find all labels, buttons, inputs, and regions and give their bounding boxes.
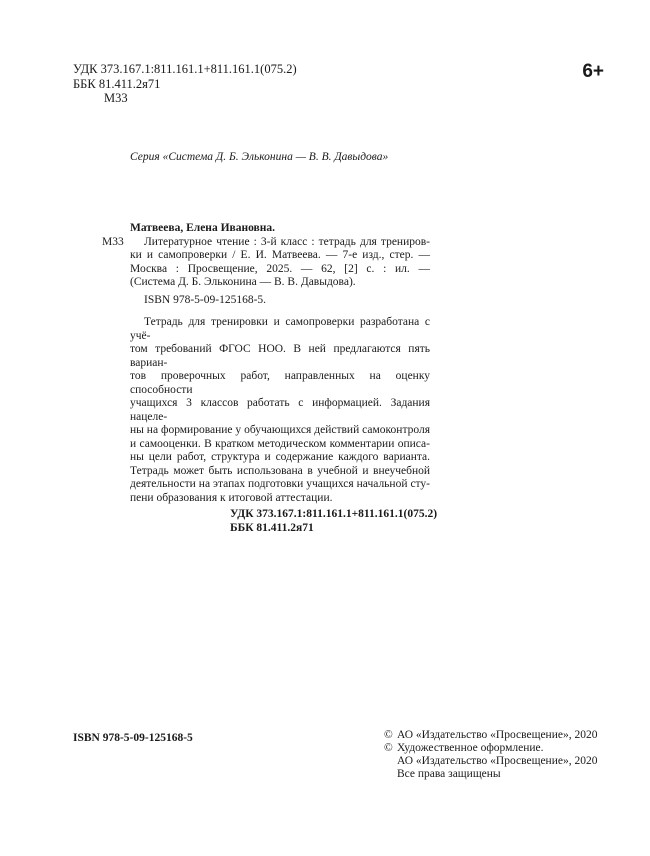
annotation-line: ны на формирование у обучающихся действий самоконтроля [130,424,430,436]
copyright-block [384,729,614,781]
copyright-row [384,768,614,781]
rights-text: Все права защищены [397,768,501,780]
annotation-line: деятельности на этапах подготовки учащихся начальной сту- [130,478,430,490]
record-author: Матвеева, Елена Ивановна. [130,222,276,234]
copyright-text: АО «Издательство «Просвещение», 2020 [397,729,598,741]
bbk-code: ББК 81.411.2я71 [73,76,161,91]
bibliographic-record [102,222,438,535]
age-rating: 6+ [582,61,604,82]
record-line: Литературное чтение : 3-й класс : тетрадь для трениров- [144,235,430,248]
author-mark: М33 [104,91,128,105]
udk-code: УДК 373.167.1:811.161.1+811.161.1(075.2) [73,62,297,76]
classification-header [73,62,297,106]
record-line: Москва : Просвещение, 2025. — 62, [2] с. : ил. — [130,262,430,275]
copyright-row [384,729,614,742]
copyright-row [384,755,614,768]
annotation-line: Тетрадь для тренировки и самопроверки разработана с учё- [130,316,430,342]
annotation-line: ны цели работ, структура и содержание каждого варианта. [130,451,430,463]
record-line: ки и самопроверки / Е. И. Матвеева. — 7-е изд., стер. — [130,249,430,261]
annotation-line: и самооценки. В кратком методическом комментарии описа- [130,437,430,450]
copyright-row [384,742,614,755]
copyright-text: АО «Издательство «Просвещение», 2020 [397,755,598,767]
copyright-icon: © [384,729,393,741]
series-title: Серия «Система Д. Б. Эльконина — В. В. Давыдова» [130,151,389,163]
annotation [130,316,430,505]
copyright-icon: © [384,742,393,754]
annotation-line: учащихся 3 классов работать с информацией. Задания нацеле- [130,397,430,423]
annotation-line: тов проверочных работ, направленных на оценку способности [130,370,430,396]
record-bbk: ББК 81.411.2я71 [230,521,314,534]
record-isbn: ISBN 978-5-09-125168-5. [144,293,267,306]
indent-spacer [384,768,397,781]
annotation-line: пени образования к итоговой аттестации. [130,491,333,504]
record-code: М33 [102,235,124,248]
footer-isbn: ISBN 978-5-09-125168-5 [73,732,193,744]
record-udk: УДК 373.167.1:811.161.1+811.161.1(075.2) [230,508,438,520]
annotation-line: том требований ФГОС НОО. В ней предлагаются пять вариан- [130,343,430,369]
annotation-line: Тетрадь может быть использована в учебной и внеучебной [130,464,430,477]
copyright-text: Художественное оформление. [397,742,544,754]
record-line: (Система Д. Б. Эльконина — В. В. Давыдова). [130,276,356,288]
indent-spacer [384,755,397,768]
record-entry [102,235,430,290]
